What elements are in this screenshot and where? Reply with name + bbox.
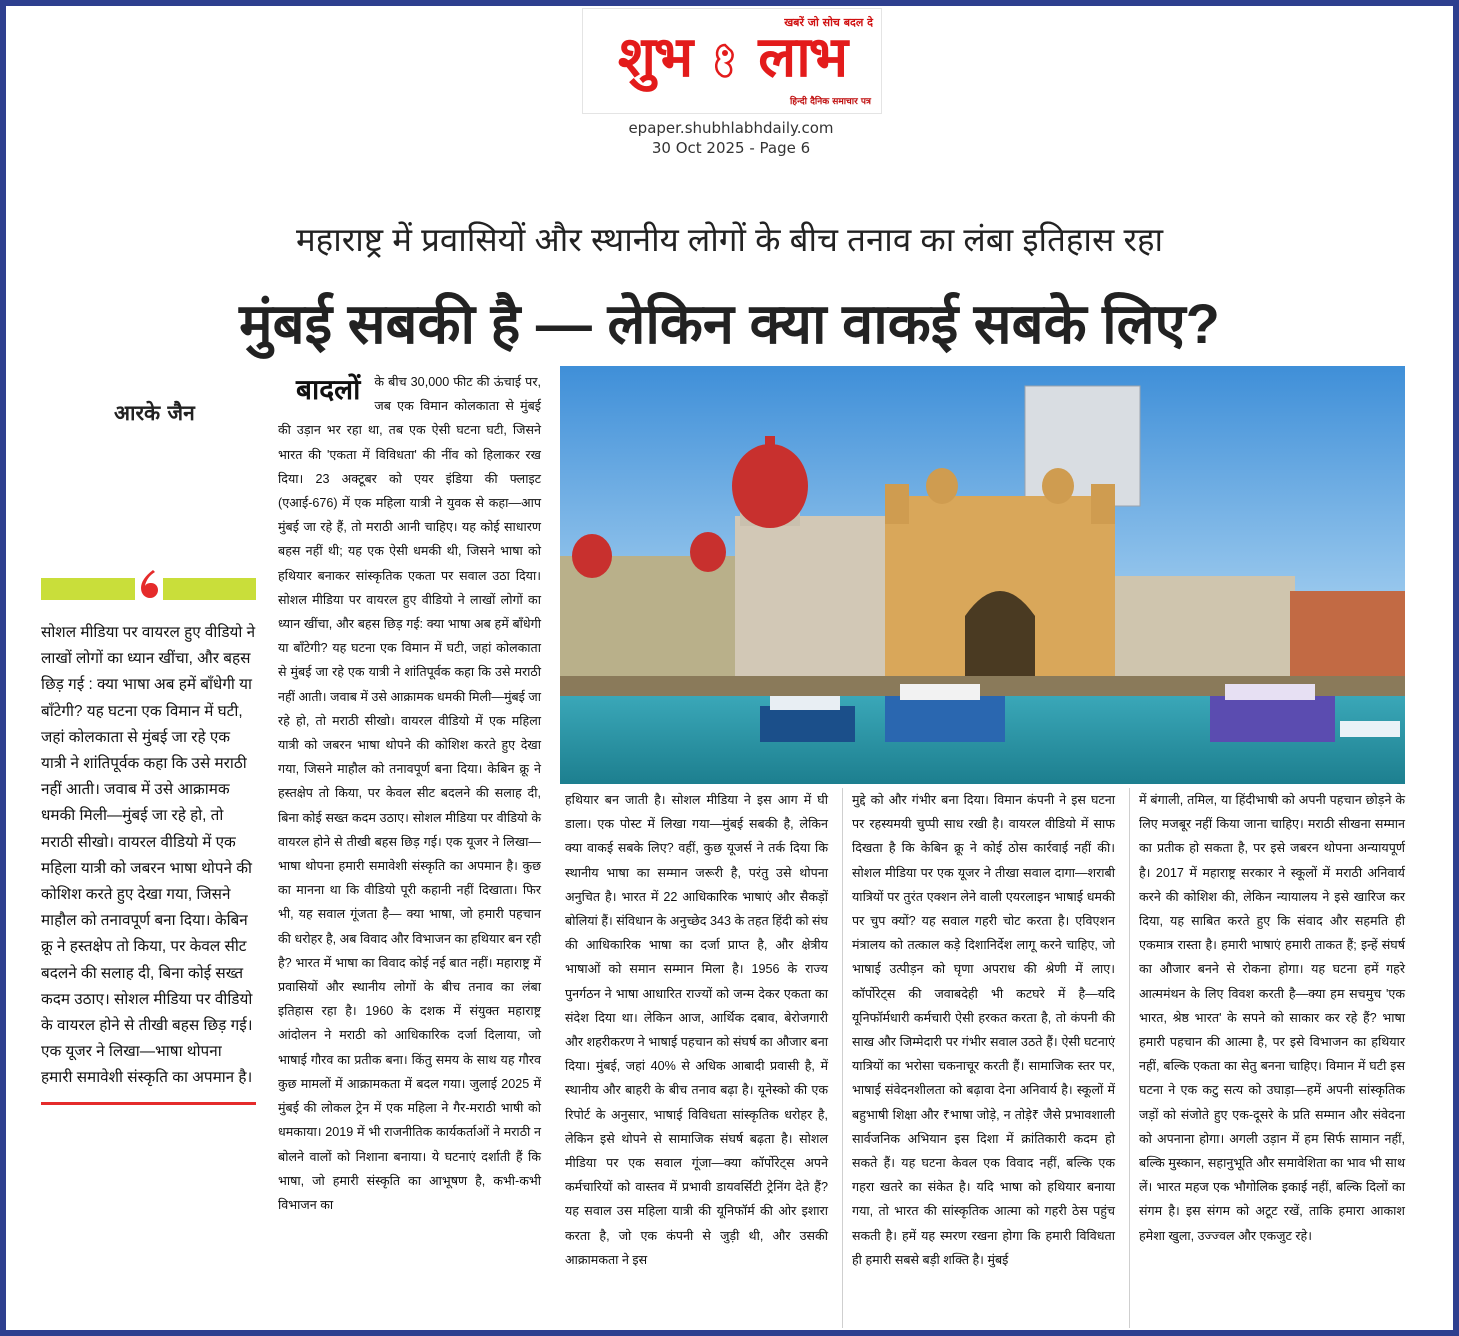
page-meta [566,118,896,158]
epaper-page [6,6,1453,1330]
column-1-text: के बीच 30,000 फीट की ऊंचाई पर, जब एक विमान कोलकाता से मुंबई की उड़ान भर रहा था, तब एक ऐसी घटना घटी, जिसने भारत की 'एकता में विविधता' की नींव को हिलाकर रख दिया। 23 अक्टूबर को एयर इंडिया की फ्लाइट (एआई-676) में एक महिला यात्री ने युवक से कहा—आप मुंबई जा रहे हैं, तो मराठी आनी चाहिए। यह कोई साधारण बहस नहीं थी; यह एक ऐसी धमकी थी, जिसने भाषा को हथियार बनाकर सांस्कृतिक एकता पर सवाल उठा दिया। सोशल मीडिया पर वायरल हुए वीडियो ने लाखों लोगों का ध्यान खींचा, और बहस छिड़ गई: क्या भाषा अब हमें बाँधेगी या बाँटेगी? यह घटना एक विमान में घटी, जहां कोलकाता से मुंबई जा रहे एक यात्री ने शांतिपूर्वक कहा कि उसे मराठी नहीं आती। जवाब में उसे आक्रामक धमकी मिली—मुंबई जा रहे हो, तो मराठी सीखो। वायरल वीडियो में एक महिला यात्री को जबरन भाषा थोपने की कोशिश करते हुए देखा गया, जिसने माहौल को तनावपूर्ण बना दिया। केबिन क्रू ने हस्तक्षेप तो किया, पर केवल सीट बदलने की सलाह दी, बिना कोई सख्त कदम उठाए। सोशल मीडिया पर वीडियो के वायरल होने से तीखी बहस छिड़ गई। एक यूजर ने लिखा—भाषा थोपना हमारी समावेशी संस्कृति का अपमान है। कुछ का मानना था कि वीडियो पूरी कहानी नहीं दिखाता। फिर भी, यह सवाल गूंजता है— क्या भाषा, जो हमारी पहचान की धरोहर है, अब विवाद और विभाजन का हथियार बन रही है? भारत में भाषा का विवाद कोई नई बात नहीं। महाराष्ट्र में प्रवासियों और स्थानीय लोगों के बीच तनाव का लंबा इतिहास रहा है। 1960 के दशक में संयुक्त महाराष्ट्र आंदोलन ने मराठी को आधिकारिक दर्जा दिलाया, जो भाषाई गौरव का प्रतीक बना। किंतु समय के साथ यह गौरव कुछ मामलों में आक्रामकता में बदल गया। जुलाई 2025 में मुंबई की लोकल ट्रेन में एक महिला ने गैर-मराठी भाषी को धमकाया। 2019 में भी राजनीतिक कार्यकर्ताओं ने मराठी न बोलने वालों को निशाना बनाया। ये घटनाएं दर्शाती हैं कि भाषा, जो हमारी संस्कृति का आभूषण है, कभी-कभी विभाजन का [278,375,541,1212]
brand-wordmark [583,25,881,89]
ganesha-icon [709,41,741,81]
article-column-1 [278,370,541,1330]
brand-left: शुभ [617,24,692,90]
pull-quote-text: सोशल मीडिया पर वायरल हुए वीडियो ने लाखों लोगों का ध्यान खींचा, और बहस छिड़ गई : क्या भाषा अब हमें बाँधेगी या बाँटेगी? यह घटना एक विमान में घटी, जहां कोलकाता से मुंबई जा रहे एक यात्री ने शांतिपूर्वक कहा कि उसे मराठी नहीं आती। जवाब में उसे आक्रामक धमकी मिली—मुंबई जा रहे हो, तो मराठी सीखो। वायरल वीडियो में एक महिला यात्री को जबरन भाषा थोपने की कोशिश करते हुए देखा गया, जिसने माहौल को तनावपूर्ण बना दिया। केबिन क्रू ने हस्तक्षेप तो किया, पर केवल सीट बदलने की सलाह दी, बिना कोई सख्त कदम उठाए। सोशल मीडिया पर वीडियो के वायरल होने से तीखी बहस छिड़ गई। एक यूजर ने लिखा—भाषा थोपना हमारी समावेशी संस्कृति का अपमान है। [41,624,256,1087]
site-url[interactable]: epaper.shubhlabhdaily.com [628,119,834,137]
quote-mark-icon [135,566,163,602]
pull-quote-box [41,578,256,1105]
author-byline: आरके जैन [114,401,195,425]
article-column-3: मुद्दे को और गंभीर बना दिया। विमान कंपनी ने इस घटना पर रहस्यमयी चुप्पी साध रखी है। वायरल वीडियो में साफ दिखता है कि केबिन क्रू ने कोई ठोस कार्रवाई नहीं की। सोशल मीडिया पर एक यूजर ने तीखा सवाल दागा—शराबी यात्रियों पर तुरंत एक्शन लेने वाली एयरलाइन भाषाई धमकी पर चुप क्यों? यह सवाल गहरी चोट करता है। एविएशन मंत्रालय को तत्काल कड़े दिशानिर्देश लागू करने चाहिए, जो भाषाई उत्पीड़न को घृणा अपराध की श्रेणी में लाए। कॉर्पोरेट्स की जवाबदेही भी कटघरे में है—यदि यूनिफॉर्मधारी कर्मचारी ऐसी हरकत करता है, तो कंपनी की साख और जिम्मेदारी पर गंभीर सवाल उठते हैं। ऐसी घटनाएं यात्रियों का भरोसा चकनाचूर करती हैं। सामाजिक स्तर पर, भाषाई संवेदनशीलता को बढ़ावा देना अनिवार्य है। स्कूलों में बहुभाषी शिक्षा और ₹भाषा जोड़े, न तोड़े₹ जैसे प्रभावशाली सार्वजनिक अभियान इस दिशा में क्रांतिकारी कदम हो सकते हैं। यह घटना केवल एक विवाद नहीं, बल्कि एक गहरा खतरे का संकेत है। यदि भाषा को हथियार बनाया गया, तो भारत की सांस्कृतिक आत्मा को गहरी ठेस पहुंच सकती है। हमें यह स्मरण रखना होगा कि हमारी विविधता ही हमारी सबसे बड़ी शक्ति है। मुंबई [852,793,1115,1267]
date-page: 30 Oct 2025 - Page 6 [651,139,811,157]
article-column-4: में बंगाली, तमिल, या हिंदीभाषी को अपनी पहचान छोड़ने के लिए मजबूर नहीं किया जाना चाहिए। मराठी सीखना सम्मान का प्रतीक हो सकता है, पर इसे जबरन थोपना अन्यायपूर्ण है। 2017 में महाराष्ट्र सरकार ने स्कूलों में मराठी अनिवार्य करने की कोशिश की, लेकिन न्यायालय ने इसे खारिज कर दिया, यह साबित करते हुए कि संवाद और सहमति ही एकमात्र रास्ता है। हमारी भाषाएं हमारी ताकत हैं; इन्हें संघर्ष का औजार बनने से रोकना होगा। यह घटना हमें गहरे आत्ममंथन के लिए विवश करती है—क्या हम सचमुच 'एक भारत, श्रेष्ठ भारत' के सपने को साकार कर रहे हैं? भाषा हमारी पहचान की आत्मा है, पर इसे विभाजन का हथियार नहीं, बल्कि एकता का सेतु बनना चाहिए। विमान में घटी इस घटना ने एक कटु सत्य को उघाड़ा—हमें अपनी सांस्कृतिक जड़ों को संजोते हुए एक-दूसरे के प्रति सम्मान और संवेदना को अपनाना होगा। अगली उड़ान में हम सिर्फ सामान नहीं, बल्कि मुस्कान, सहानुभूति और समावेशिता का भाव भी साथ लें। भारत महज एक भौगोलिक इकाई नहीं, बल्कि दिलों का संगम है। इस संगम को अटूट रखें, ताकि हमारा आकाश हमेशा खुला, उज्ज्वल और एकजुट रहे। [1139,793,1405,1243]
masthead-subtitle: हिन्दी दैनिक समाचार पत्र [789,97,871,107]
dropcap-word: बादलों [296,374,361,405]
masthead-logo[interactable] [582,8,882,114]
column-divider [842,788,843,1328]
pull-quote-rule [41,1102,256,1105]
masthead-tagline: खबरें जो सोच बदल दे [784,16,873,29]
article-column-2: हथियार बन जाती है। सोशल मीडिया ने इस आग में घी डाला। एक पोस्ट में लिखा गया—मुंबई सबकी है, लेकिन क्या वाकई सबके लिए? वहीं, कुछ यूजर्स ने तर्क दिया कि स्थानीय भाषा का सम्मान जरूरी है, परंतु उसे थोपना अनुचित है। भारत में 22 आधिकारिक भाषाएं और सैकड़ों बोलियां हैं। संविधान के अनुच्छेद 343 के तहत हिंदी को संघ की आधिकारिक भाषा का दर्जा प्राप्त है, और क्षेत्रीय भाषाओं को समान सम्मान मिला है। 1956 के राज्य पुनर्गठन ने भाषा आधारित राज्यों को जन्म देकर एकता का संदेश दिया था। लेकिन आज, आर्थिक दबाव, बेरोजगारी और शहरीकरण ने भाषाई पहचान को संघर्ष का औजार बना दिया। मुंबई, जहां 40% से अधिक आबादी प्रवासी है, में स्थानीय और बाहरी के बीच तनाव बढ़ा है। यूनेस्को की एक रिपोर्ट के अनुसार, भाषाई विविधता सांस्कृतिक धरोहर है, लेकिन इसे थोपने से सामाजिक संघर्ष बढ़ता है। सोशल मीडिया पर एक सवाल गूंजा—क्या कॉर्पोरेट्स अपने कर्मचारियों को वास्तव में प्रभावी डायवर्सिटी ट्रेनिंग देते हैं? यह सवाल उस महिला यात्री की यूनिफॉर्म की ओर इशारा करता है, जो एक कंपनी से जुड़ी थी, और उसकी आक्रामकता ने इस [565,793,828,1267]
brand-right: लाभ [758,24,847,90]
article-headline: मुंबई सबकी है — लेकिन क्या वाकई सबके लिए? [239,292,1220,355]
column-divider [1129,788,1130,1328]
article-kicker: महाराष्ट्र में प्रवासियों और स्थानीय लोगों के बीच तनाव का लंबा इतिहास रहा [295,221,1164,258]
pull-quote-bar [41,578,256,600]
gateway-of-india-photo[interactable] [560,366,1405,784]
